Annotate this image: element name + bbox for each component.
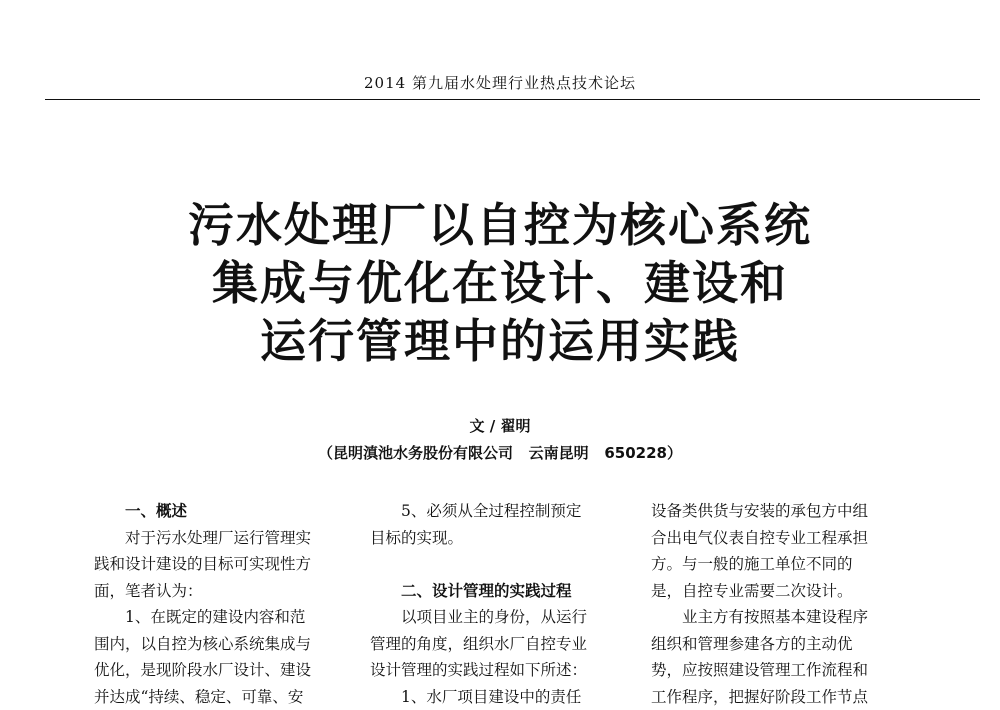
body-text-line: 是，自控专业需要二次设计。 bbox=[651, 578, 916, 605]
body-text-line: 并达成“持续、稳定、可靠、安 bbox=[94, 684, 354, 710]
body-text-line: 设计管理的实践过程如下所述： bbox=[370, 657, 630, 684]
text-column-2 bbox=[370, 498, 630, 710]
body-text-line: 组织和管理参建各方的主动优 bbox=[651, 631, 916, 658]
body-text-line: 业主方有按照基本建设程序 bbox=[651, 604, 916, 631]
article-title bbox=[0, 196, 1000, 370]
body-text-line: 面，笔者认为： bbox=[94, 578, 354, 605]
title-line: 运行管理中的运用实践 bbox=[0, 312, 1000, 370]
body-text-line: 合出电气仪表自控专业工程承担 bbox=[651, 525, 916, 552]
body-text-line: 方。与一般的施工单位不同的 bbox=[651, 551, 916, 578]
body-text-line: 围内，以自控为核心系统集成与 bbox=[94, 631, 354, 658]
section-heading: 一、概述 bbox=[94, 498, 354, 525]
body-text-line: 对于污水处理厂运行管理实 bbox=[94, 525, 354, 552]
body-text-line: 优化，是现阶段水厂设计、建设 bbox=[94, 657, 354, 684]
body-text-line: 1、水厂项目建设中的责任 bbox=[370, 684, 630, 710]
running-head: 2014 第九届水处理行业热点技术论坛 bbox=[0, 72, 1000, 93]
body-text-line: 1、在既定的建设内容和范 bbox=[94, 604, 354, 631]
text-column-1 bbox=[94, 498, 354, 710]
body-text-line: 5、必须从全过程控制预定 bbox=[370, 498, 630, 525]
title-line: 集成与优化在设计、建设和 bbox=[0, 254, 1000, 312]
body-text-line: 管理的角度，组织水厂自控专业 bbox=[370, 631, 630, 658]
header-rule bbox=[45, 99, 980, 100]
body-text-line bbox=[370, 551, 630, 578]
author-affiliation: （昆明滇池水务股份有限公司 云南昆明 650228） bbox=[0, 442, 1000, 463]
body-text-line: 工作程序，把握好阶段工作节点 bbox=[651, 684, 916, 710]
body-text-line: 设备类供货与安装的承包方中组 bbox=[651, 498, 916, 525]
text-column-3 bbox=[651, 498, 916, 710]
body-text-line: 目标的实现。 bbox=[370, 525, 630, 552]
body-text-line: 以项目业主的身份，从运行 bbox=[370, 604, 630, 631]
body-text-line: 践和设计建设的目标可实现性方 bbox=[94, 551, 354, 578]
body-text-line: 势，应按照建设管理工作流程和 bbox=[651, 657, 916, 684]
author-byline: 文 / 翟明 bbox=[0, 415, 1000, 436]
title-line: 污水处理厂以自控为核心系统 bbox=[0, 196, 1000, 254]
section-heading: 二、设计管理的实践过程 bbox=[370, 578, 630, 605]
